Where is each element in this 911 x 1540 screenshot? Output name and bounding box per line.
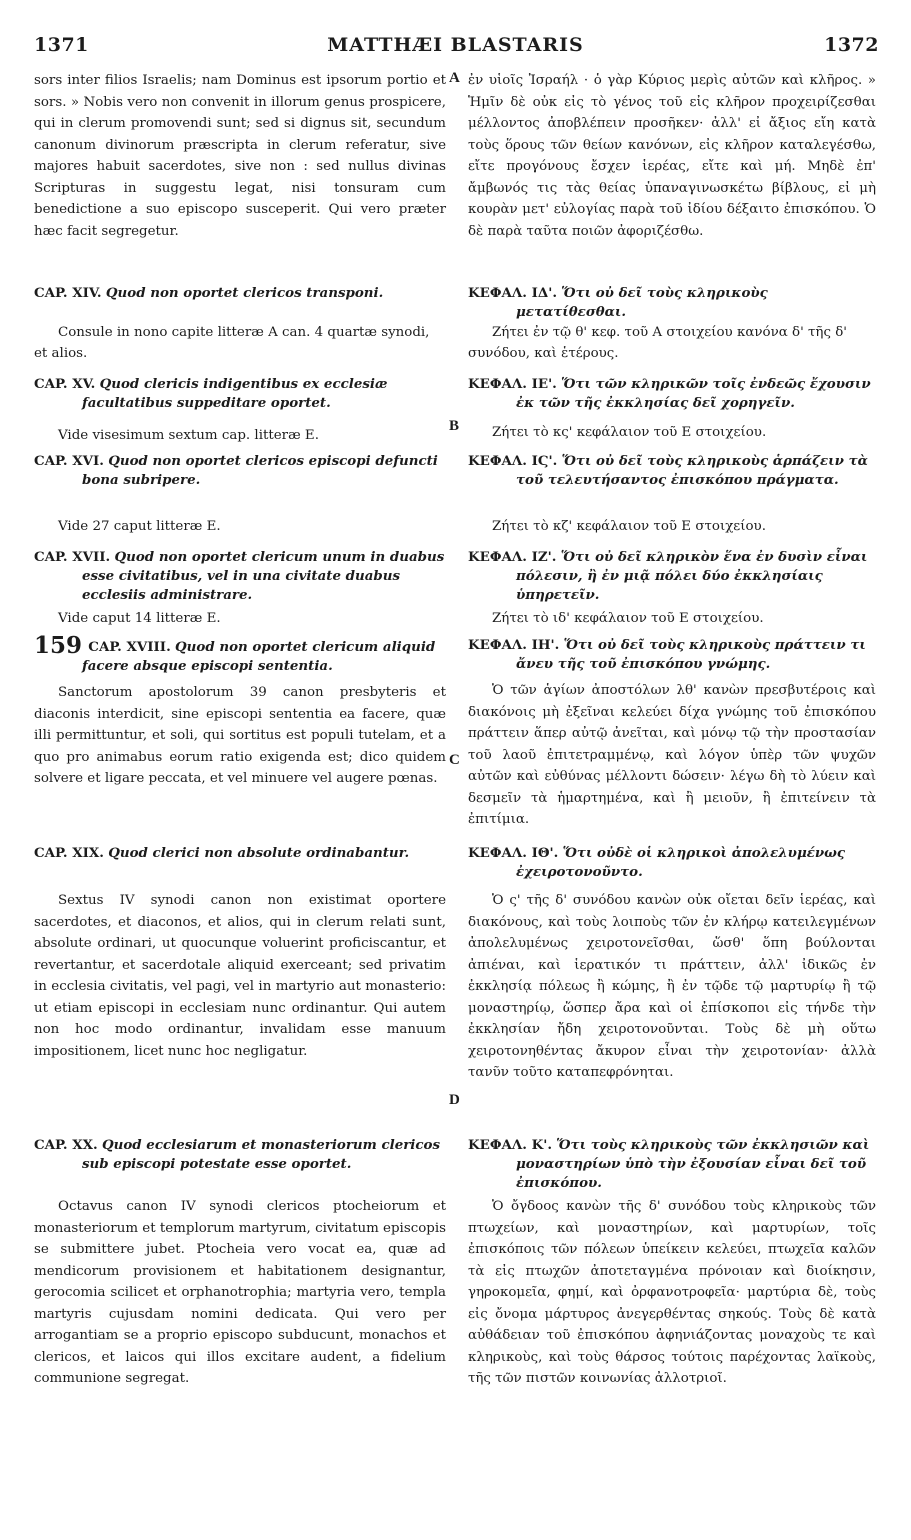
greek-heading-title: Ὅτι οὐ δεῖ τοὺς κληρικοὺς ἁρπάζειν τὰ τοῦ τελευτήσαντος ἐπισκόπου πράγματα. (516, 453, 868, 488)
greek-heading-title: Ὅτι οὐ δεῖ κληρικὸν ἕνα ἐν δυσὶν εἶναι πόλεσιν, ἢ ἐν μιᾷ πόλει δύο ἐκκλησίαις ὑπηρετεῖν. (516, 549, 868, 603)
column-number: 159 (34, 632, 83, 659)
latin-heading-title: Quod clericis indigentibus ex ecclesiæ facultatibus suppeditare oportet. (82, 376, 388, 411)
latin-heading-title: Quod non oportet clericum unum in duabus esse civitatibus, vel in una civitate duabus ecclesiis administrare. (82, 549, 445, 603)
greek-reference-cap-16: Ζήτει τὸ κζ' κεφάλαιον τοῦ Ε στοιχείου. (492, 519, 766, 534)
margin-letter-a: A (449, 70, 460, 86)
latin-heading-cap-19 (34, 844, 446, 863)
latin-heading-cap-16 (34, 452, 446, 490)
latin-heading-cap-15 (34, 375, 446, 413)
greek-heading-cap-14 (468, 284, 876, 322)
latin-reference-cap-14: Consule in nono capite litteræ A can. 4 quartæ synodi, et alios. (34, 325, 430, 361)
latin-paragraph-cap-20: Octavus canon IV synodi clericos ptocheiorum et monasteriorum et templorum martyrum, civitatum episcopis se submittere jubet. Ptocheia vero vocat ea, quæ ad mendicorum provisionem et habitationem designantur, gerocomia scilicet et orphanotrophia; martyria vero, templa martyris cujusdam nomini dedicata. Qui vero per arrogantiam se a proprio episcopo subducunt, monachos et clericos, et laicos qui illos excitare audent, a fidelium communione segregat. (34, 1199, 446, 1386)
latin-heading-title: Quod clerici non absolute ordinabantur. (108, 845, 410, 861)
latin-heading-label: CAP. XVIII. (88, 639, 171, 655)
greek-paragraph-cap-18: Ὁ τῶν ἁγίων ἀποστόλων λθ' κανὼν πρεσβυτέροις καὶ διακόνοις μὴ ἐξεῖναι κελεύει δίχα γνώμης τοῦ ἐπισκόπου πράττειν ἅπερ αὐτῷ ἀνεῖται, καὶ μόνῳ τῷ τὴν προστασίαν τοῦ λαοῦ ἐπιτετραμμένῳ, καὶ λόγον ὑπὲρ τῶν ψυχῶν αὐτῶν καὶ εὐθύνας μέλλοντι δώσειν· λέγω δὴ τὸ λύειν καὶ δεσμεῖν τὰ ἡμαρτημένα, καὶ ἢ μειοῦν, ἢ ἐπιτείνειν τὰ ἐπιτίμια. (468, 683, 876, 827)
greek-heading-title: Ὅτι τῶν κληρικῶν τοῖς ἐνδεῶς ἔχουσιν ἐκ τῶν τῆς ἐκκλησίας δεῖ χορηγεῖν. (516, 376, 871, 411)
greek-heading-label: ΚΕΦΑΛ. ΙΔ'. (468, 285, 558, 301)
page-number-left: 1371 (34, 34, 89, 56)
greek-heading-cap-15 (468, 375, 876, 413)
greek-reference-cap-15: Ζήτει τὸ κς' κεφάλαιον τοῦ Ε στοιχείου. (492, 425, 767, 440)
greek-heading-label: ΚΕΦΑΛ. ΙΗ'. (468, 637, 560, 653)
latin-heading-title: Quod non oportet clericos transponi. (105, 285, 384, 301)
latin-reference-cap-17: Vide caput 14 litteræ E. (58, 611, 221, 626)
greek-reference-cap-14: Ζήτει ἐν τῷ θ' κεφ. τοῦ Α στοιχείου κανόνα δ' τῆς δ' συνόδου, καὶ ἑτέρους. (468, 325, 847, 361)
greek-paragraph-cap-20: Ὁ ὄγδοος κανὼν τῆς δ' συνόδου τοὺς κληρικοὺς τῶν πτωχείων, καὶ μοναστηρίων, καὶ μαρτυρίων, τοῖς ἐπισκόποις τῶν πόλεων ὑπείκειν κελεύει, πτωχεῖα καλῶν τὰ εἰς πτωχῶν ἀποτεταγμένα πρόνοιαν καὶ διοίκησιν, γηροκομεῖα, φημί, καὶ ὀρφανοτροφεῖα· μαρτύρια δὲ, τοὺς εἰς ὄνομα μάρτυρος ἀνεγερθέντας σηκούς. Τοὺς δὲ κατὰ αὐθάδειαν τοῦ ἐπισκόπου ἀφηνιάζοντας μοναχοὺς τε καὶ κληρικοὺς, καὶ τοὺς θάρσος τούτοις παρέχοντας λαϊκοὺς, τῆς τῶν πιστῶν κοινωνίας ἀλλοτριοῖ. (468, 1199, 876, 1386)
greek-heading-title: Ὅτι οὐδὲ οἱ κληρικοὶ ἀπολελυμένως ἐχειροτονοῦντο. (516, 845, 846, 880)
margin-letter-d: D (449, 1092, 460, 1108)
greek-reference-cap-17: Ζήτει τὸ ιδ' κεφάλαιον τοῦ Ε στοιχείου. (492, 611, 764, 626)
margin-letter-b: B (449, 418, 460, 434)
greek-heading-cap-19 (468, 844, 876, 882)
latin-heading-label: CAP. XV. (34, 376, 96, 392)
greek-heading-cap-17 (468, 548, 876, 605)
latin-heading-title: Quod non oportet clericum aliquid facere absque episcopi sententia. (82, 639, 436, 674)
running-title: MATTHÆI BLASTARIS (327, 34, 584, 56)
greek-heading-title: Ὅτι οὐ δεῖ τοὺς κληρικοὺς πράττειν τι ἄνευ τῆς τοῦ ἐπισκόπου γνώμης. (516, 637, 866, 672)
greek-heading-cap-16 (468, 452, 876, 490)
greek-heading-label: ΚΕΦΑΛ. ΙϚ'. (468, 453, 558, 469)
latin-heading-label: CAP. XVII. (34, 549, 111, 565)
latin-heading-cap-14 (34, 284, 446, 303)
greek-heading-cap-18 (468, 636, 876, 674)
greek-heading-title: Ὅτι τοὺς κληρικοὺς τῶν ἐκκλησιῶν καὶ μοναστηρίων ὑπὸ τὴν ἐξουσίαν εἶναι δεῖ τοῦ ἐπισκόπου. (516, 1137, 870, 1191)
latin-heading-title: Quod ecclesiarum et monasteriorum clericos sub episcopi potestate esse oportet. (82, 1137, 440, 1172)
latin-heading-cap-20 (34, 1136, 446, 1174)
latin-heading-label: CAP. XX. (34, 1137, 98, 1153)
latin-heading-cap-18 (34, 632, 446, 676)
greek-heading-label: ΚΕΦΑΛ. ΙΘ'. (468, 845, 559, 861)
latin-heading-cap-17 (34, 548, 446, 605)
latin-paragraph-cap-18: Sanctorum apostolorum 39 canon presbyteris et diaconis interdicit, sine episcopi sententia ea facere, quæ illi permittuntur, et soli, qui sortitus est populi tutelam, et a quo pro animabus eorum ratio exigenda est; dico quidem solvere et ligare peccata, et vel minuere vel augere pœnas. (34, 685, 446, 786)
greek-heading-label: ΚΕΦΑΛ. Κ'. (468, 1137, 553, 1153)
latin-paragraph-cap-19: Sextus IV synodi canon non existimat oportere sacerdotes, et diaconos, et alios, qui in clerum relati sunt, absolute ordinari, ut quocunque voluerint proficiscantur, et revertantur, et sacerdotale aliquid exerceant; sed privatim in ecclesia civitatis, vel pagi, vel in martyrio aut monasterio: ut etiam episcopi in ecclesiam nunc ordinantur. Qui autem non hoc modo ordinantur, invalidam esse manuum impositionem, licet nunc hoc negligatur. (34, 893, 446, 1059)
greek-heading-label: ΚΕΦΑΛ. ΙΖ'. (468, 549, 557, 565)
latin-reference-cap-16: Vide 27 caput litteræ E. (58, 519, 221, 534)
latin-heading-title: Quod non oportet clericos episcopi defuncti bona subripere. (82, 453, 438, 488)
latin-reference-cap-15: Vide visesimum sextum cap. litteræ E. (58, 428, 319, 443)
greek-paragraph-intro: ἐν υἱοῖς Ἰσραήλ · ὁ γὰρ Κύριος μερὶς αὐτῶν καὶ κλῆρος. » Ἡμῖν δὲ οὐκ εἰς τὸ γένος τοῦ εἰς κλῆρον προχειρίζεσθαι μέλλοντος ἀποβλέπειν προσῆκεν· ἀλλ' εἰ ἄξιος εἴη κατὰ τοὺς ὅρους τῶν θείων κανόνων, εἰς κλῆρον καταλεγέσθω, εἴτε προγόνους ἔσχεν ἱερέας, εἴτε καὶ μή. Μηδὲ ἐπ' ἄμβωνός τις τὰς θείας ὑπαναγινωσκέτω βίβλους, εἰ μὴ κουρὰν μετ' εὐλογίας παρὰ τοῦ ἰδίου δέξαιτο ἐπισκόπου. Ὁ δὲ παρὰ ταῦτα ποιῶν ἀφοριζέσθω. (468, 73, 876, 239)
latin-paragraph-intro: sors inter filios Israelis; nam Dominus est ipsorum portio et sors. » Nobis vero non convenit in illorum genus prospicere, qui in clerum promovendi sunt; sed si dignus sit, secundum canonum divinorum præscripta in clerum referatur, sive majores habuit sacerdotes, sive non : sed nullus divinas Scripturas in suggestu legat, nisi tonsuram cum benedictione a suo episcopo susceperit. Qui vero præter hæc facit segregetur. (34, 73, 446, 239)
page-number-right: 1372 (824, 34, 879, 56)
latin-heading-label: CAP. XIX. (34, 845, 104, 861)
latin-heading-label: CAP. XVI. (34, 453, 104, 469)
greek-heading-title: Ὅτι οὐ δεῖ τοὺς κληρικοὺς μετατίθεσθαι. (516, 285, 768, 320)
latin-heading-label: CAP. XIV. (34, 285, 102, 301)
margin-letter-c: C (449, 752, 460, 768)
greek-heading-cap-20 (468, 1136, 876, 1193)
greek-paragraph-cap-19: Ὁ ς' τῆς δ' συνόδου κανὼν οὐκ οἴεται δεῖν ἱερέας, καὶ διακόνους, καὶ τοὺς λοιποὺς τῶν ἐν κλήρῳ κατειλεγμένων ἀπολελυμένως χειροτονεῖσθαι, ὥσθ' ὅπη βούλονται ἀπιέναι, καὶ ἱερατικόν τι πράττειν, ἀλλ' ἰδικῶς ἐν ἐκκλησίᾳ πόλεως ἢ κώμης, ἢ ἐν τῷδε τῷ μαρτυρίῳ ἢ τῷ μοναστηρίῳ, ὥσπερ ἄρα καὶ οἱ ἐπίσκοποι εἰς τήνδε τὴν ἐκκλησίαν ἤδη χειροτονοῦνται. Τοὺς δὲ μὴ οὕτω χειροτονηθέντας ἄκυρον εἶναι τὴν χειροτονίαν· ἀλλὰ τανῦν τοῦτο καταπεφρόνηται. (468, 893, 876, 1080)
greek-heading-label: ΚΕΦΑΛ. ΙΕ'. (468, 376, 557, 392)
